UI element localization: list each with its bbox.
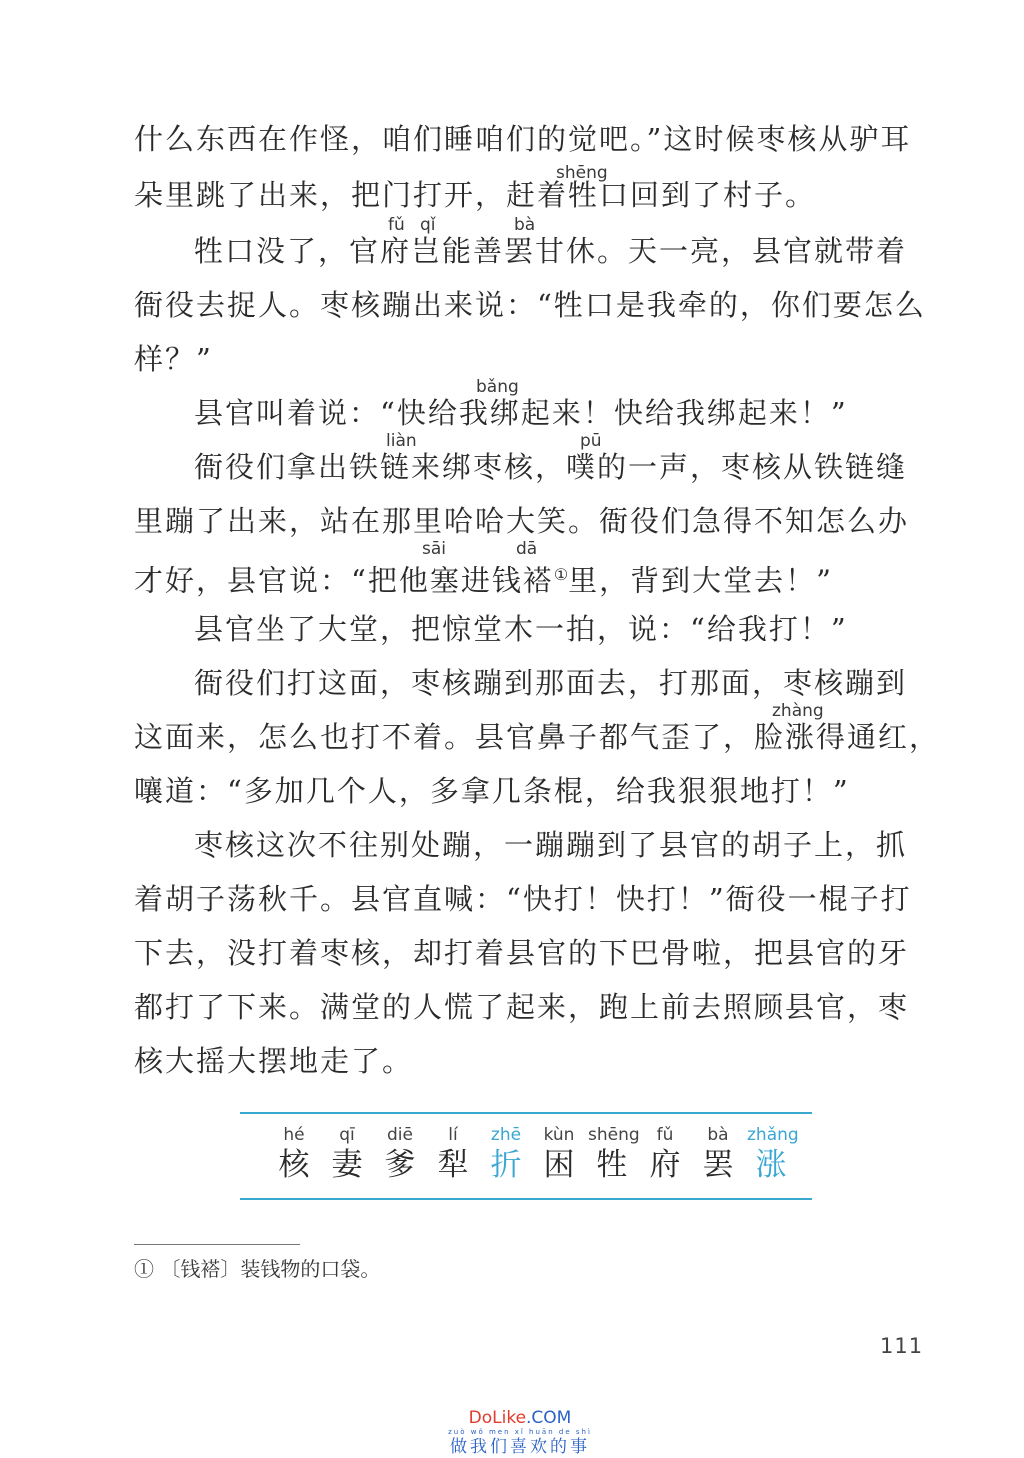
vocab-character: 妻 bbox=[331, 1147, 363, 1183]
text-line: 什么东西在作怪，咱们睡咱们的觉吧。”这时候枣核从驴耳 bbox=[134, 122, 912, 156]
text-line: 样？” bbox=[134, 342, 213, 376]
vocab-character: 牲 bbox=[596, 1147, 628, 1183]
page-number: 111 bbox=[880, 1334, 924, 1358]
text-line: 嚷道：“多加几个人，多拿几条棍，给我狠狠地打！” bbox=[134, 774, 850, 808]
text-line: 核大摇大摆地走了。 bbox=[134, 1044, 414, 1078]
text-line: 衙役们打这面，枣核蹦到那面去，打那面，枣核蹦到 bbox=[194, 666, 908, 700]
pinyin-annotation: liàn bbox=[386, 431, 417, 451]
watermark-brand bbox=[440, 1408, 600, 1428]
vocab-pinyin: zhǎng bbox=[747, 1125, 799, 1145]
vocab-character: 核 bbox=[278, 1147, 310, 1183]
text-line: 里蹦了出来，站在那里哈哈大笑。衙役们急得不知怎么办 bbox=[134, 504, 910, 538]
vocab-pinyin: fǔ bbox=[656, 1125, 674, 1145]
text-line: 着胡子荡秋千。县官直喊：“快打！快打！”衙役一棍子打 bbox=[134, 882, 912, 916]
text-line: 衙役们拿出铁链来绑枣核，噗的一声，枣核从铁链缝 bbox=[194, 450, 908, 484]
watermark-slogan: 做我们喜欢的事 bbox=[450, 1437, 590, 1457]
footnote-divider bbox=[134, 1244, 300, 1245]
vocab-pinyin: hé bbox=[283, 1125, 305, 1145]
vocab-item-new bbox=[747, 1124, 799, 1184]
vocab-item bbox=[641, 1124, 689, 1184]
vocab-item bbox=[535, 1124, 583, 1184]
text-line bbox=[134, 548, 833, 602]
vocab-pinyin: lí bbox=[448, 1125, 458, 1145]
text-line: 都打了下来。满堂的人慌了起来，跑上前去照顾县官，枣 bbox=[134, 990, 910, 1024]
pinyin-annotation: dā bbox=[516, 539, 538, 559]
text-line: 衙役去捉人。枣核蹦出来说：“牲口是我牵的，你们要怎么 bbox=[134, 288, 926, 322]
watermark-pinyin: zuò wǒ men xǐ huān de shì bbox=[448, 1428, 592, 1436]
footnote: ① 〔钱褡〕装钱物的口袋。 bbox=[134, 1257, 381, 1281]
vocab-item bbox=[588, 1124, 640, 1184]
vocab-character: 困 bbox=[543, 1147, 575, 1183]
vocab-item bbox=[376, 1124, 424, 1184]
vocab-character: 犁 bbox=[437, 1147, 469, 1183]
vocab-pinyin: diē bbox=[387, 1125, 413, 1145]
text-line: 朵里跳了出来，把门打开，赶着牲口回到了村子。 bbox=[134, 178, 817, 212]
vocab-item bbox=[323, 1124, 371, 1184]
vocab-pinyin: zhē bbox=[490, 1125, 522, 1145]
vocab-character: 涨 bbox=[755, 1147, 787, 1183]
vocab-pinyin: kùn bbox=[543, 1125, 575, 1145]
pinyin-annotation: pū bbox=[580, 431, 602, 451]
vocab-character: 府 bbox=[649, 1147, 681, 1183]
watermark-brand-red: DoLike bbox=[468, 1408, 527, 1428]
pinyin-annotation: zhàng bbox=[772, 701, 824, 721]
text-line: 县官坐了大堂，把惊堂木一拍，说：“给我打！” bbox=[194, 612, 848, 646]
text-line: 这面来，怎么也打不着。县官鼻子都气歪了，脸涨得通红， bbox=[134, 720, 941, 754]
watermark bbox=[440, 1408, 600, 1457]
vocabulary-box bbox=[240, 1112, 812, 1200]
vocab-character: 折 bbox=[490, 1147, 522, 1183]
watermark-brand-blue: .COM bbox=[526, 1408, 572, 1428]
text-line: 下去，没打着枣核，却打着县官的下巴骨啦，把县官的牙 bbox=[134, 936, 910, 970]
pinyin-annotation: bǎng bbox=[476, 377, 519, 397]
vocab-character: 罢 bbox=[702, 1147, 734, 1183]
vocab-character: 爹 bbox=[384, 1147, 416, 1183]
text-line: 县官叫着说：“快给我绑起来！快给我绑起来！” bbox=[194, 396, 848, 430]
pinyin-annotation: sāi bbox=[422, 539, 446, 559]
pinyin-annotation: bà bbox=[514, 215, 536, 235]
text-segment: 里，背到大堂去！” bbox=[568, 563, 833, 598]
pinyin-annotation: qǐ bbox=[420, 215, 436, 235]
vocab-item bbox=[429, 1124, 477, 1184]
vocab-item bbox=[270, 1124, 318, 1184]
vocab-pinyin: qī bbox=[339, 1125, 355, 1145]
vocab-item bbox=[694, 1124, 742, 1184]
pinyin-annotation: fǔ bbox=[388, 215, 405, 235]
vocab-item-new bbox=[482, 1124, 530, 1184]
text-segment: 才好，县官说：“把他塞进钱褡 bbox=[134, 563, 554, 598]
text-line: 牲口没了，官府岂能善罢甘休。天一亮，县官就带着 bbox=[194, 234, 908, 268]
footnote-marker: ① bbox=[553, 565, 569, 584]
pinyin-annotation: shēng bbox=[556, 163, 608, 183]
vocab-pinyin: bà bbox=[707, 1125, 729, 1145]
text-line: 枣核这次不往别处蹦，一蹦蹦到了县官的胡子上，抓 bbox=[194, 828, 908, 862]
vocab-pinyin: shēng bbox=[588, 1125, 640, 1145]
